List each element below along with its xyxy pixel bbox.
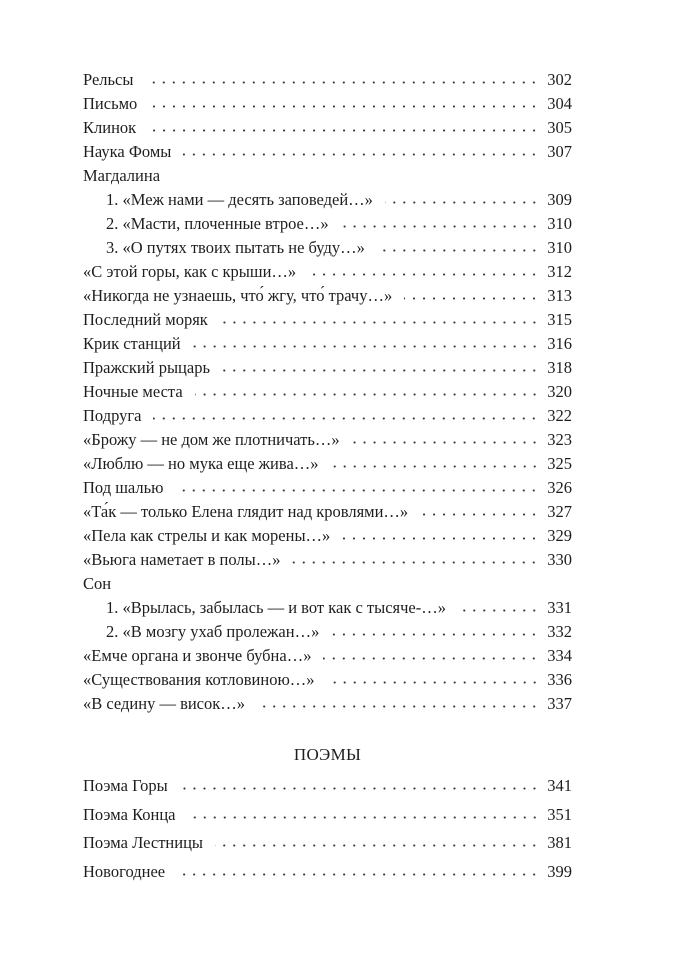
toc-entry-title: «Существования котловиною…»: [83, 670, 315, 689]
toc-entry: [83, 212, 572, 236]
toc-entry: [83, 452, 572, 476]
toc-entry-title: Пражский рыцарь: [83, 358, 210, 377]
toc-entry: [83, 188, 572, 212]
toc-entry-title: Письмо: [83, 94, 138, 113]
toc-page-number: 304: [547, 94, 572, 113]
toc-entry-title: Новогоднее: [83, 861, 166, 881]
dot-leader: [188, 803, 540, 820]
toc-entry: [83, 356, 572, 380]
toc-entry: [83, 332, 572, 356]
toc-entry: [83, 829, 572, 858]
poems-contents: [83, 772, 572, 886]
toc-entry-title: Магдалина: [83, 166, 161, 185]
toc-entry: [83, 772, 572, 801]
dot-leader: [323, 645, 539, 662]
toc-entry: [83, 692, 572, 716]
toc-entry-title: «Брожу — не дом же плотничать…»: [83, 430, 340, 449]
toc-page-number: 310: [547, 214, 572, 233]
toc-entry: [83, 92, 572, 116]
toc-entry: [83, 500, 572, 524]
toc-page-number: 323: [547, 430, 572, 449]
toc-entry: [83, 140, 572, 164]
toc-page-number: 337: [547, 694, 572, 713]
toc-page-number: 307: [547, 142, 572, 161]
section-heading-poems: ПОЭМЫ: [293, 745, 362, 764]
toc-page-number: 302: [547, 70, 572, 89]
toc-group-heading: [83, 572, 572, 596]
toc-entry-title: «С этой горы, как с крыши…»: [83, 262, 297, 281]
toc-page-number: 326: [547, 478, 572, 497]
dot-leader: [257, 693, 539, 710]
toc-page-number: 309: [547, 190, 572, 209]
toc-entry: [83, 236, 572, 260]
dot-leader: [342, 525, 539, 542]
toc-page-number: 318: [547, 358, 572, 377]
toc-entry-title: Под шалью: [83, 478, 164, 497]
toc-entry-title: Последний моряк: [83, 310, 208, 329]
toc-entry-title: 1. «Врылась, забылась — и вот как с тысяче-…»: [106, 598, 446, 617]
toc-entry-title: Поэма Лестницы: [83, 833, 204, 852]
dot-leader: [153, 405, 539, 422]
table-of-contents: [83, 68, 572, 716]
toc-entry-title: Сон: [83, 574, 112, 593]
toc-entry-title: Рельсы: [83, 70, 134, 89]
toc-entry-title: «Никогда не узнаешь, что́ жгу, что́ трачу…»: [83, 286, 393, 305]
toc-page-number: 305: [547, 118, 572, 137]
dot-leader: [183, 141, 539, 158]
toc-entry-title: «Емче органа и звонче бубна…»: [83, 646, 312, 665]
toc-entry: [83, 620, 572, 644]
dot-leader: [331, 621, 539, 638]
dot-leader: [341, 213, 540, 230]
dot-leader: [195, 381, 540, 398]
toc-entry: [83, 644, 572, 668]
toc-page-number: 325: [547, 454, 572, 473]
dot-leader: [327, 669, 540, 686]
dot-leader: [149, 93, 539, 110]
dot-leader: [458, 597, 539, 614]
dot-leader: [180, 775, 539, 792]
toc-entry: [83, 68, 572, 92]
dot-leader: [193, 333, 540, 350]
toc-entry-title: «Та́к — только Елена глядит над кровлями…»: [83, 502, 409, 521]
toc-entry-title: Клинок: [83, 118, 137, 137]
dot-leader: [215, 832, 539, 849]
toc-entry-title: Наука Фомы: [83, 142, 172, 161]
toc-entry: [83, 548, 572, 572]
dot-leader: [220, 309, 539, 326]
toc-page-number: 330: [547, 550, 572, 569]
toc-entry-title: «Вьюга наметает в полы…»: [83, 550, 281, 569]
dot-leader: [308, 261, 539, 278]
dot-leader: [292, 549, 539, 566]
toc-entry: [83, 858, 572, 887]
toc-entry-title: Поэма Горы: [83, 776, 168, 795]
toc-page-number: 329: [547, 526, 572, 545]
toc-entry: [83, 476, 572, 500]
dot-leader: [420, 501, 539, 518]
dot-leader: [377, 237, 539, 254]
toc-entry: [83, 380, 572, 404]
toc-entry-title: 1. «Меж нами — десять заповедей…»: [106, 190, 373, 209]
toc-page-number: 310: [547, 238, 572, 257]
toc-page-number: 322: [547, 406, 572, 425]
toc-entry: [83, 668, 572, 692]
dot-leader: [352, 429, 540, 446]
toc-entry: [83, 404, 572, 428]
toc-entry-title: «Люблю — но мука еще жива…»: [83, 454, 319, 473]
toc-page-number: 334: [547, 646, 572, 665]
toc-entry-title: «Пела как стрелы и как морены…»: [83, 526, 331, 545]
toc-entry: [83, 284, 572, 308]
toc-entry: [83, 524, 572, 548]
toc-page-number: 351: [547, 804, 572, 824]
toc-entry: [83, 596, 572, 620]
toc-entry-title: Поэма Конца: [83, 804, 176, 824]
dot-leader: [177, 860, 539, 877]
toc-page-number: 327: [547, 502, 572, 521]
toc-entry: [83, 428, 572, 452]
toc-entry-title: «В седину — висок…»: [83, 694, 246, 713]
toc-entry-title: Ночные места: [83, 382, 183, 401]
toc-entry: [83, 801, 572, 830]
toc-page-number: 315: [547, 310, 572, 329]
toc-entry-title: 3. «О путях твоих пытать не буду…»: [106, 238, 365, 257]
dot-leader: [331, 453, 540, 470]
dot-leader: [175, 477, 539, 494]
dot-leader: [404, 285, 539, 302]
toc-page-number: 331: [547, 598, 572, 617]
dot-leader: [385, 189, 539, 206]
toc-entry-title: 2. «Масти, плоченные втрое…»: [106, 214, 329, 233]
toc-page-number: 320: [547, 382, 572, 401]
toc-page-number: 336: [547, 670, 572, 689]
dot-leader: [145, 69, 539, 86]
toc-group-heading: [83, 164, 572, 188]
toc-entry: [83, 116, 572, 140]
toc-entry-title: Подруга: [83, 406, 142, 425]
toc-entry: [83, 308, 572, 332]
toc-page-number: 341: [547, 776, 572, 795]
toc-page-number: 313: [547, 286, 572, 305]
toc-entry: [83, 260, 572, 284]
toc-page-number: 316: [547, 334, 572, 353]
dot-leader: [222, 357, 539, 374]
toc-entry-title: Крик станций: [83, 334, 181, 353]
toc-page-number: 332: [547, 622, 572, 641]
toc-page-number: 399: [547, 861, 572, 881]
toc-page-number: 381: [547, 833, 572, 852]
dot-leader: [148, 117, 539, 134]
toc-page-number: 312: [547, 262, 572, 281]
toc-entry-title: 2. «В мозгу ухаб пролежан…»: [106, 622, 320, 641]
